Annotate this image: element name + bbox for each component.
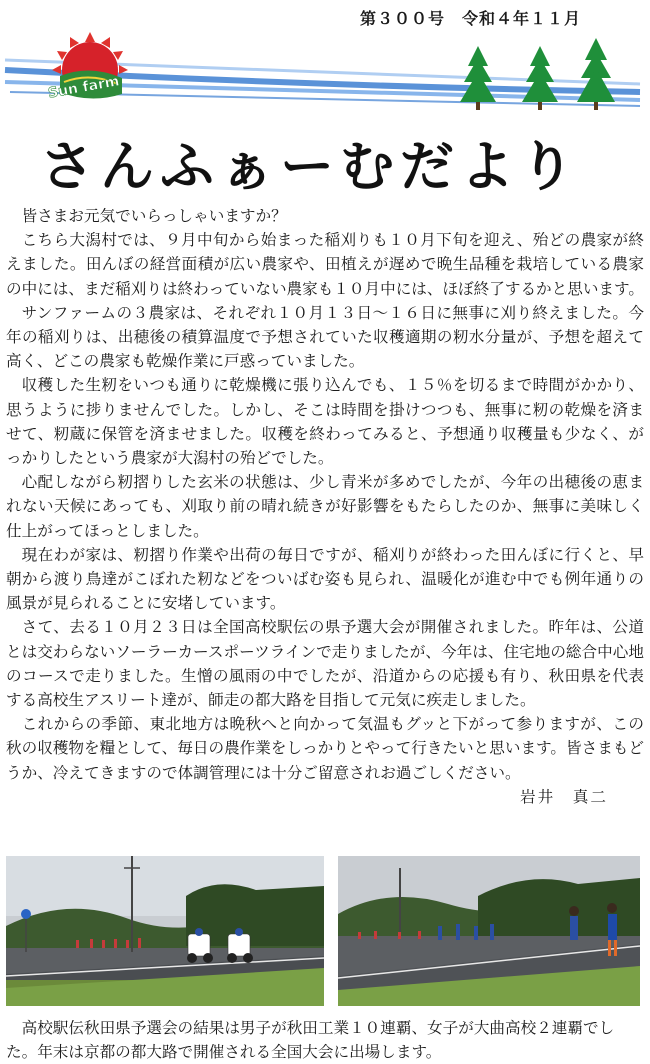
article-paragraph: 心配しながら籾摺りした玄米の状態は、少し青米が多めでしたが、今年の出穂後の恵まれない天候にあっても、刈取り前の晴れ続きが好影響をもたらしたのか、無事に美味しく仕上がってほっとしました。: [6, 473, 644, 540]
article-paragraph: 皆さまお元気でいらっしゃいますか？: [21, 207, 287, 225]
logo-text: Sun farm: [46, 73, 121, 102]
article-paragraph: 現在わが家は、籾摺り作業や出荷の毎日ですが、稲刈りが終わった田んぼに行くと、早朝から渡り鳥達がこぼれた籾などをついばむ姿も見られ、温暖化が進む中でも例年通りの風景が見られることに安堵しています。: [6, 545, 644, 613]
photo-strip: [6, 856, 640, 1006]
newsletter-title: さんふぁーむだより: [40, 135, 580, 198]
tree-icon: [577, 38, 615, 110]
author-signature: 岩井 真二: [520, 787, 608, 806]
issue-number: 第３００号 令和４年１１月: [360, 9, 582, 28]
tree-icon: [522, 46, 558, 110]
header-banner: [0, 30, 650, 120]
relay-race-photo-left: [6, 856, 324, 1006]
article-body: [6, 204, 644, 809]
article-paragraph: サンファームの３農家は、それぞれ１０月１３日～１６日に無事に刈り終えました。今年の稲刈りは、出穂後の積算温度で予想されていた収穫適期の籾水分量が、予想を超えて高く、どこの農家も乾燥作業に戸惑っていました。: [6, 303, 644, 371]
article-paragraph: さて、去る１０月２３日は全国高校駅伝の県予選大会が開催されました。昨年は、公道とは交わらないソーラーカースポーツラインで走りましたが、今年は、住宅地の総合中心地のコースで走りました。生憎の風雨の中でしたが、沿道からの応援も有り、秋田県を代表する高校生アスリート達が、師走の都大路を目指して元気に疾走しました。: [6, 618, 644, 710]
relay-race-photo-right: [338, 856, 640, 1006]
photo-caption: 高校駅伝秋田県予選会の結果は男子が秋田工業１０連覇、女子が大曲高校２連覇でした。年末は京都の都大路で開催される全国大会に出場します。: [6, 1019, 615, 1061]
article-paragraph: これからの季節、東北地方は晩秋へと向かって気温もグッと下がって参りますが、この秋の収穫物を糧として、毎日の農作業をしっかりとやって行きたいと思います。皆さまもどうか、冷えてきますので体調管理には十分ご留意されお過ごしください。: [6, 715, 644, 782]
article-paragraph: こちら大潟村では、９月中旬から始まった稲刈りも１０月下旬を迎え、殆どの農家が終えました。田んぼの経営面積が広い農家や、田植えが遅めで晩生品種を栽培している農家の中には、まだ稲刈りは終わっていない農家も１０月中には、ほぼ終了するかと思います。: [6, 231, 644, 298]
article-paragraph: 収穫した生籾をいつも通りに乾燥機に張り込んでも、１５％を切るまで時間がかかり、思うように捗りませんでした。しかし、そこは時間を掛けつつも、無事に籾の乾燥を済ませて、籾蔵に保管を済ませました。収穫を終わってみると、予想通り収穫量も少なく、がっかりしたという農家が大潟村の殆どでした。: [6, 376, 644, 468]
